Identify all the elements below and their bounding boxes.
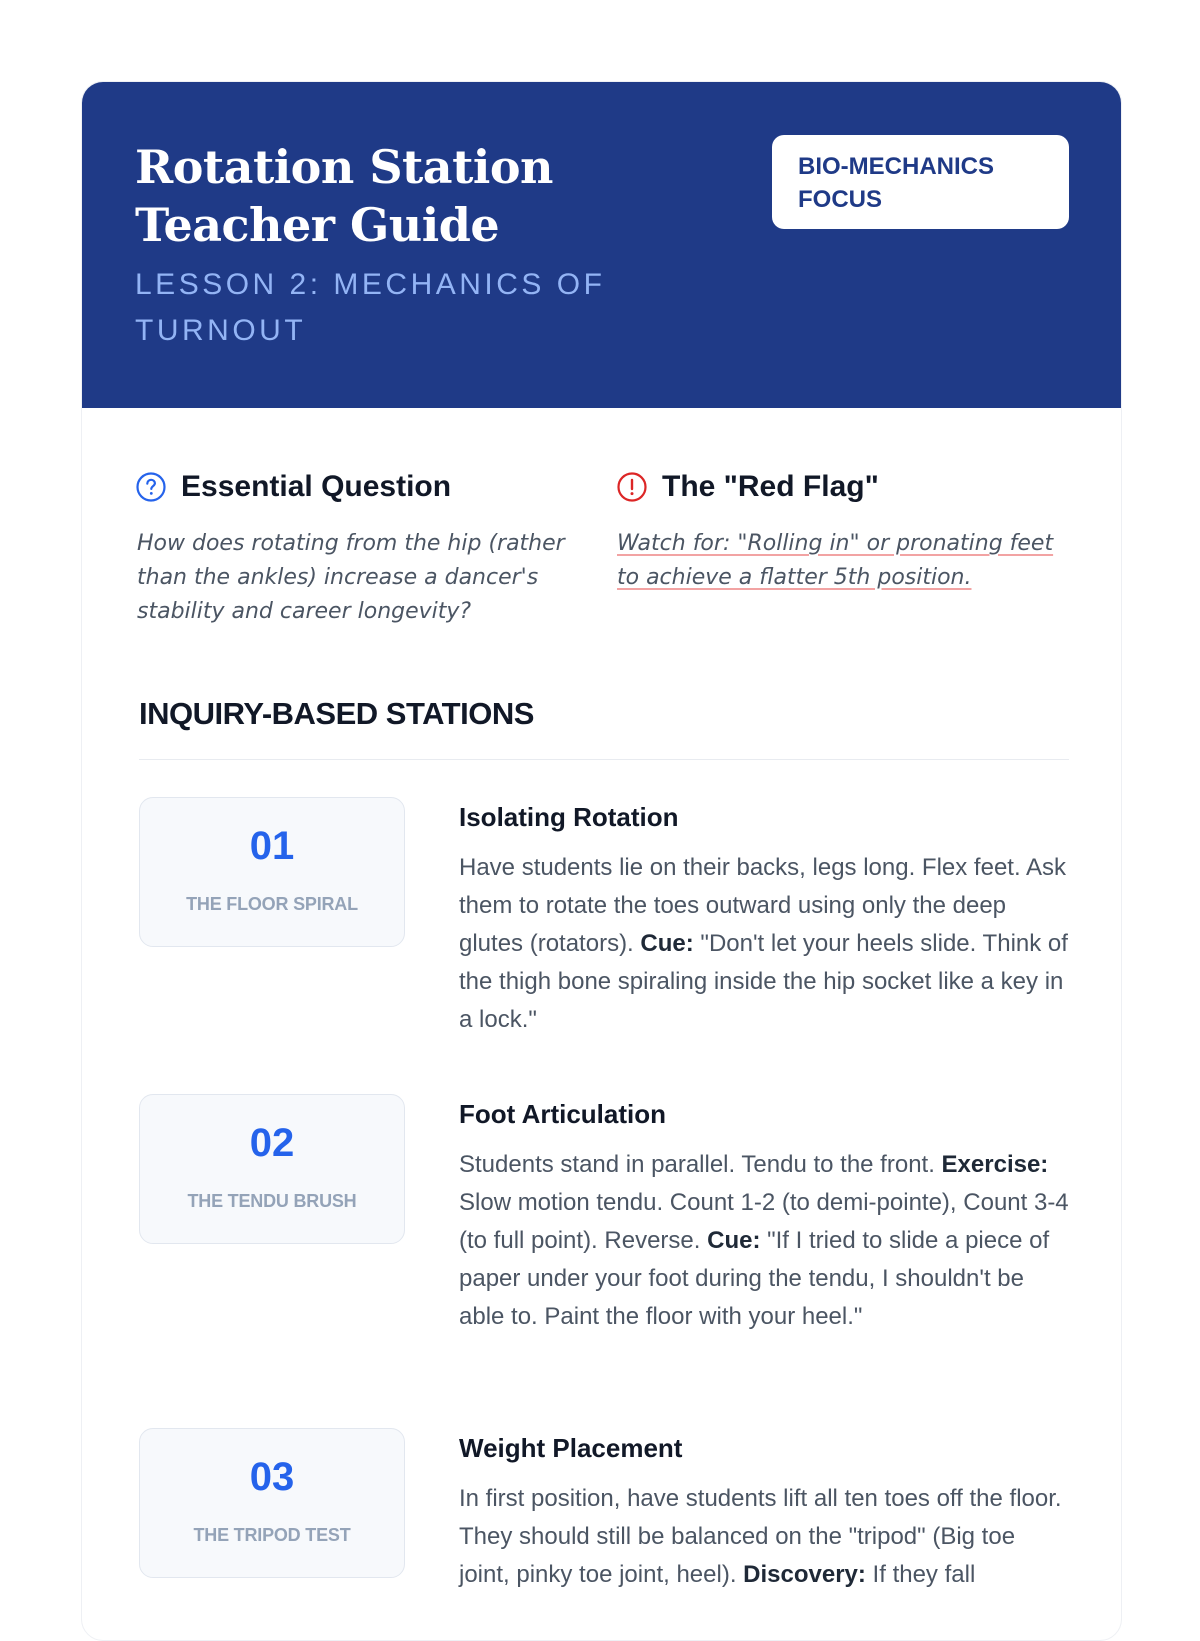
red-flag-text: Watch for: "Rolling in" or pronating feet to achieve a flatter 5th position. bbox=[617, 531, 1054, 590]
station-name: THE TRIPOD TEST bbox=[193, 1525, 351, 1545]
station-card bbox=[139, 1094, 405, 1244]
station-heading: Isolating Rotation bbox=[459, 802, 679, 832]
station-description: In first position, have students lift all ten toes off the floor. They should still be balanced on the "tripod" (Big toe joint, pinky toe joint, heel). Discovery: If they fall bbox=[459, 1485, 1062, 1588]
page-title: Rotation Station Teacher Guide bbox=[135, 140, 553, 252]
station-details bbox=[459, 799, 1069, 1039]
station-card bbox=[139, 797, 405, 947]
station-heading: Foot Articulation bbox=[459, 1099, 667, 1129]
station-number: 01 bbox=[249, 824, 295, 868]
station-number: 02 bbox=[249, 1121, 295, 1165]
station-name: THE FLOOR SPIRAL bbox=[186, 894, 358, 914]
station-number: 03 bbox=[249, 1455, 295, 1499]
station-heading: Weight Placement bbox=[459, 1433, 683, 1463]
station-description: Students stand in parallel. Tendu to the front. Exercise: Slow motion tendu. Count 1-2 (to demi-pointe), Count 3-4 (to full point). Reverse. Cue: "If I tried to slide a piece of paper under your foot during the tendu, I shouldn't be able to. Paint the floor with your heel." bbox=[459, 1151, 1069, 1330]
station-description: Have students lie on their backs, legs long. Flex feet. Ask them to rotate the toes outward using only the deep glutes (rotators). Cue: "Don't let your heels slide. Think of the thigh bone spiraling inside the hip socket like a key in a lock." bbox=[459, 854, 1068, 1033]
red-flag-heading bbox=[616, 464, 879, 510]
stations-section-title: INQUIRY-BASED STATIONS bbox=[139, 696, 1069, 760]
station-details bbox=[459, 1096, 1069, 1336]
teacher-guide-card bbox=[81, 81, 1122, 1641]
station-name: THE TENDU BRUSH bbox=[187, 1191, 357, 1211]
station-card bbox=[139, 1428, 405, 1578]
station-details bbox=[459, 1430, 1069, 1594]
essential-question-title: Essential Question bbox=[181, 470, 452, 503]
lesson-subtitle: LESSON 2: MECHANICS OF TURNOUT bbox=[135, 268, 606, 347]
guide-header bbox=[82, 82, 1121, 408]
question-circle-icon bbox=[135, 471, 167, 503]
essential-question-heading bbox=[135, 464, 451, 510]
alert-circle-icon bbox=[616, 471, 648, 503]
focus-badge: BIO-MECHANICS FOCUS bbox=[772, 135, 1069, 229]
essential-question-text: How does rotating from the hip (rather than the ankles) increase a dancer's stability and career longevity? bbox=[137, 531, 565, 624]
red-flag-title: The "Red Flag" bbox=[662, 470, 879, 503]
